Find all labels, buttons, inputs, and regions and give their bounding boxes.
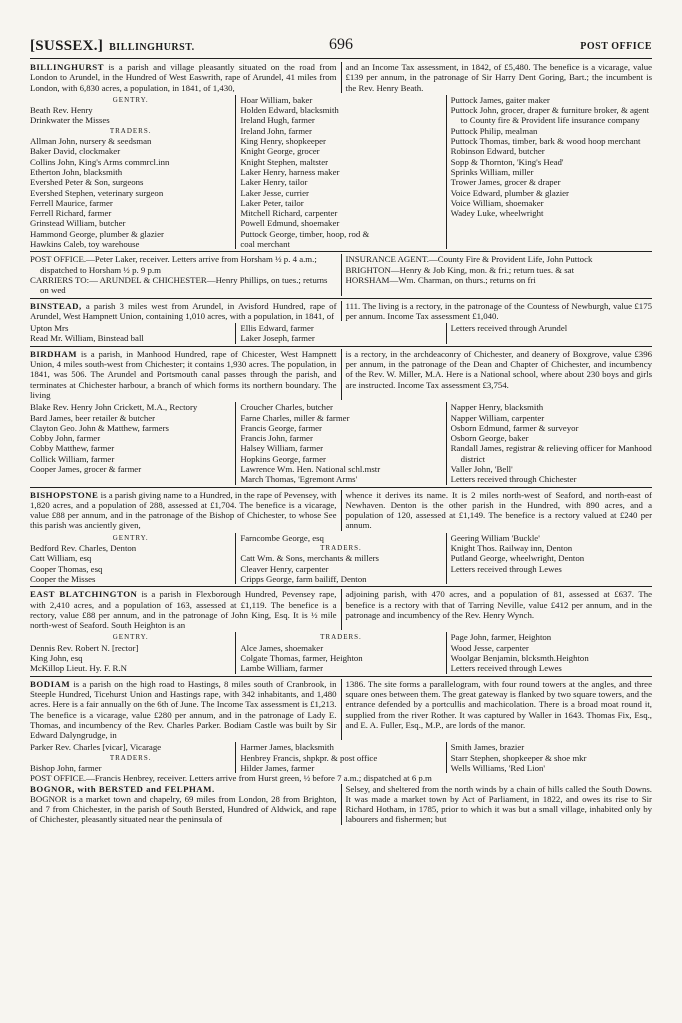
directory-entry: Powell Edmund, shoemaker bbox=[240, 218, 340, 229]
directory-entry: Holden Edward, blacksmith bbox=[240, 105, 339, 116]
directory-entry: Voice William, shoemaker bbox=[450, 197, 544, 208]
directory-entry: Puttock John, grocer, draper & furniture broker, & agent to County fire & Provident life insurance company bbox=[450, 105, 650, 126]
bodiam-listing bbox=[30, 742, 652, 773]
billinghurst-intro bbox=[30, 62, 652, 93]
directory-entry: Clayton Geo. John & Matthew, farmers bbox=[30, 422, 169, 433]
directory-entry: Ireland Hugh, farmer bbox=[240, 115, 315, 126]
east-blatchington-listing bbox=[30, 632, 652, 673]
billinghurst-brighton: BRIGHTON—Henry & Job King, mon. & fri.; return tues. & sat bbox=[345, 264, 575, 275]
directory-entry: Laker Peter, tailor bbox=[240, 197, 304, 208]
east-blatchington-intro: EAST BLATCHINGTON is a parish in Flexborough Hundred, Pevensey rape, with 2,410 acres, and a population of 163, assessed at £1,119. The benefice is a rectory, value £88 per annum, and in the patronage of John King, Esq. It is ½ mile north-west of Seaford. South Heighton is an adjoining parish, with 470 acres, and a population of 81, assessed at £637. The benefice is a rectory with that of Tarring Neville, value £412 per annum, and in the patronage and incumbency of the Rev. Henry Wynch. bbox=[30, 589, 652, 631]
directory-entry: Bard James, beer retailer & butcher bbox=[30, 412, 156, 423]
directory-entry: Osborn Edmund, farmer & surveyor bbox=[450, 422, 579, 433]
directory-entry: Puttock George, timber, hoop, rod & bbox=[240, 228, 370, 239]
directory-entry: Catt Wm. & Sons, merchants & millers bbox=[240, 553, 379, 564]
directory-entry: King John, esq bbox=[30, 653, 83, 664]
directory-entry: Evershed Peter & Son, surgeons bbox=[30, 177, 144, 188]
billinghurst-col1 bbox=[30, 95, 231, 249]
directory-entry: Cleaver Henry, carpenter bbox=[240, 563, 329, 574]
directory-entry: Hopkins George, farmer bbox=[240, 453, 326, 464]
directory-entry: Ferrell Richard, farmer bbox=[30, 208, 112, 219]
section-subheading: GENTRY. bbox=[112, 633, 149, 642]
directory-entry: Farncombe George, esq bbox=[240, 532, 324, 543]
directory-entry: Robinson Edward, butcher bbox=[450, 146, 545, 157]
directory-entry: Cooper Thomas, esq bbox=[30, 563, 103, 574]
billinghurst-heading: BILLINGHURST bbox=[30, 62, 104, 72]
directory-entry: Evershed Stephen, veterinary surgeon bbox=[30, 187, 164, 198]
billinghurst-col2 bbox=[235, 95, 441, 249]
directory-entry: Starr Stephen, shopkeeper & shoe mkr bbox=[450, 752, 587, 763]
directory-entry: Hoar William, baker bbox=[240, 94, 313, 105]
bodiam-intro: BODIAM is a parish on the high road to Hastings, 8 miles south of Cranbrook, in Steeple Hundred, Ticehurst Union and Hastings rape, with 342 inhabitants, and 1,480 acres. Here is a fair annually on the 6th of June. The Income Tax assessment is £1,213. The benefice is a vicarage, value £280 per annum, and in the patronage of Lady E. Thomas, and incumbency of the Rev. Charles Parker. Bodiam Castle was built by Sir Edward Dalyngrudge, in 1386. The site forms a parallelogram, with four round towers at the angles, and three square ones between them. The great gateway is flanked by two square towers, and the entrance defended by a portcullis and machicolation. There is a broad moat round it, supplied from the river Rother. It was captured by Waller in 1643. Thomas Fix, Esq., and E. A. Fuller, Esq., M.P., are lords of the manor. bbox=[30, 678, 652, 741]
directory-entry: Cooper the Misses bbox=[30, 573, 96, 584]
directory-entry: Randall James, registrar & relieving officer for Manhood district bbox=[450, 443, 652, 464]
billinghurst-insurance: INSURANCE AGENT.—County Fire & Provident Life, John Puttock bbox=[345, 254, 593, 265]
billinghurst-text-a: is a parish and village pleasantly situated on the road from London to Arundel, in the Hundred of West Easwrith, rape of Arundel, 41 miles from London, with 6,830 acres, a population, in 1841, of 1,430, bbox=[30, 62, 337, 93]
directory-entry: Puttock Philip, mealman bbox=[450, 125, 538, 136]
directory-entry: Knight Stephen, maltster bbox=[240, 156, 329, 167]
directory-entry: Napper William, carpenter bbox=[450, 412, 545, 423]
directory-entry: Beath Rev. Henry bbox=[30, 105, 93, 116]
directory-entry: Collick William, farmer bbox=[30, 453, 115, 464]
directory-entry: Wells Williams, 'Red Lion' bbox=[450, 763, 545, 773]
directory-entry: Putland George, wheelwright, Denton bbox=[450, 553, 585, 564]
birdham-intro: BIRDHAM is a parish, in Manhood Hundred, rape of Chicester, West Hampnett Union, 4 miles south-west from Chichester; it contains 1,930 acres. The population, in 1841, was 506. The Arundel and Portsmouth canal passes through the parish, and terminates at Chichester harbour, a branch of which forms its northern boundary. The living is a rectory, in the archdeaconry of Chichester, and deanery of Boxgrove, value £396 per annum, in the patronage of the Dean and Chapter of Chichester, and incumbency of the Rev. W. Miller, M.A. Here is a National school, where about 230 boys and girls are instructed. Income Tax assessment £3,754. bbox=[30, 348, 652, 400]
directory-entry: Grinstead William, butcher bbox=[30, 218, 126, 229]
birdham-heading: BIRDHAM bbox=[30, 348, 77, 359]
directory-entry: Smith James, brazier bbox=[450, 742, 525, 753]
directory-entry: Mitchell Richard, carpenter bbox=[240, 208, 338, 219]
directory-entry: Hilder James, farmer bbox=[240, 763, 315, 773]
section-subheading: GENTRY. bbox=[112, 533, 149, 542]
directory-entry: Hawkins Caleb, toy warehouse bbox=[30, 239, 140, 250]
directory-entry: Sprinks William, miller bbox=[450, 166, 534, 177]
directory-entry: coal merchant bbox=[240, 239, 290, 250]
directory-entry: Napper Henry, blacksmith bbox=[450, 402, 544, 413]
directory-entry: Laker Henry, harness maker bbox=[240, 166, 340, 177]
section-subheading: TRADERS. bbox=[109, 126, 152, 135]
page-header bbox=[30, 38, 652, 59]
directory-entry: Allman John, nursery & seedsman bbox=[30, 136, 152, 147]
directory-entry: Croucher Charles, butcher bbox=[240, 402, 333, 413]
section-subheading: TRADERS. bbox=[320, 544, 362, 553]
directory-entry: Read Mr. William, Binstead ball bbox=[30, 333, 144, 344]
directory-entry: Page John, farmer, Heighton bbox=[450, 632, 552, 643]
directory-entry: Laker Henry, tailor bbox=[240, 177, 308, 188]
directory-entry: Laker Joseph, farmer bbox=[240, 333, 315, 344]
directory-entry: Upton Mrs bbox=[30, 323, 69, 334]
directory-entry: Sopp & Thornton, 'King's Head' bbox=[450, 156, 564, 167]
directory-entry: Voice Edward, plumber & glazier bbox=[450, 187, 569, 198]
section-subheading: TRADERS. bbox=[109, 753, 152, 762]
directory-entry: Blake Rev. Henry John Crickett, M.A., Rectory bbox=[30, 402, 198, 413]
billinghurst-notes bbox=[30, 254, 652, 295]
directory-entry: Alce James, shoemaker bbox=[240, 642, 324, 653]
section-subheading: GENTRY. bbox=[112, 95, 149, 104]
directory-entry: Lawrence Wm. Hen. National schl.mstr bbox=[240, 463, 381, 474]
directory-entry: Woolgar Benjamin, blcksmth.Heighton bbox=[450, 653, 589, 664]
directory-entry: Knight Thos. Railway inn, Denton bbox=[450, 543, 573, 554]
binstead-listing bbox=[30, 323, 652, 344]
directory-entry: Baker David, clockmaker bbox=[30, 146, 121, 157]
billinghurst-listing bbox=[30, 95, 652, 249]
bishopstone-heading: BISHOPSTONE bbox=[30, 489, 99, 500]
directory-entry: Cobby John, farmer bbox=[30, 433, 101, 444]
section-subheading: TRADERS. bbox=[320, 633, 362, 642]
running-head: BILLINGHURST. bbox=[109, 42, 195, 53]
directory-entry: Harmer James, blacksmith bbox=[240, 742, 334, 753]
directory-entry: Halsey William, farmer bbox=[240, 443, 324, 454]
directory-title: POST OFFICE bbox=[580, 41, 652, 52]
directory-entry: Letters received through Chichester bbox=[450, 474, 577, 485]
directory-entry: Francis John, farmer bbox=[240, 433, 313, 444]
birdham-listing bbox=[30, 402, 652, 484]
directory-entry: Osborn George, baker bbox=[450, 433, 529, 444]
directory-entry: Farne Charles, miller & farmer bbox=[240, 412, 350, 423]
directory-entry: Ferrell Maurice, farmer bbox=[30, 197, 113, 208]
billinghurst-text-b: and an Income Tax assessment, in 1842, of £5,480. The benefice is a vicarage, value £139 per annum, in the patronage of Sir Harry Dent Goring, Bart.; the incumbent is the Rev. Henry Beath. bbox=[341, 62, 653, 93]
east-blatchington-heading: EAST BLATCHINGTON bbox=[30, 589, 138, 600]
directory-entry: Puttock Thomas, timber, bark & wood hoop merchant bbox=[450, 136, 641, 147]
directory-entry: Lambe William, farmer bbox=[240, 663, 324, 674]
directory-entry: Letters received through Lewes bbox=[450, 663, 562, 674]
directory-entry: Collins John, King's Arms commrcl.inn bbox=[30, 156, 170, 167]
directory-entry: Henbrey Francis, shpkpr. & post office bbox=[240, 752, 378, 763]
bognor-heading: BOGNOR, with BERSTED and FELPHAM. bbox=[30, 783, 215, 794]
bognor-intro: BOGNOR, with BERSTED and FELPHAM. BOGNOR is a market town and chapelry, 69 miles from London, 28 from Brighton, and 7 from Chichester, in the parish of South Bersted, Hundred of Aldwick, and rape of Chichester, pleasantly situated near the peninsula of Selsey, and sheltered from the north winds by a chain of hills called the South Downs. It was made a market town by Act of Parliament, in 1822, and owes its rise to Sir Richard Hotham, in 1785, prior to which it was but a small village, inhabited only by labourers and fishermen; but bbox=[30, 783, 652, 825]
binstead-heading: BINSTEAD, bbox=[30, 300, 82, 311]
directory-entry: Hammond George, plumber & glazier bbox=[30, 228, 164, 239]
county-label: [SUSSEX.] bbox=[30, 38, 104, 54]
page-number: 696 bbox=[329, 36, 353, 53]
directory-entry: Bishop John, farmer bbox=[30, 763, 102, 773]
directory-entry: March Thomas, 'Egremont Arms' bbox=[240, 474, 358, 485]
directory-entry: Knight George, grocer bbox=[240, 146, 320, 157]
directory-entry: Etherton John, blacksmith bbox=[30, 166, 123, 177]
directory-entry: Bedford Rev. Charles, Denton bbox=[30, 543, 137, 554]
directory-entry: Ellis Edward, farmer bbox=[240, 323, 314, 334]
directory-entry: Dennis Rev. Robert N. [rector] bbox=[30, 642, 139, 653]
billinghurst-carriers: CARRIERS TO:— ARUNDEL & CHICHESTER—Henry Phillips, on tues.; returns on wed bbox=[30, 274, 328, 296]
directory-entry: Colgate Thomas, farmer, Heighton bbox=[240, 653, 363, 664]
billinghurst-horsham: HORSHAM—Wm. Charman, on thurs.; returns on fri bbox=[345, 274, 536, 285]
directory-entry: Trower James, grocer & draper bbox=[450, 177, 561, 188]
directory-entry: Ireland John, farmer bbox=[240, 125, 312, 136]
billinghurst-col3 bbox=[446, 95, 652, 249]
directory-entry: Francis George, farmer bbox=[240, 422, 322, 433]
directory-entry: Wood Jesse, carpenter bbox=[450, 642, 529, 653]
bodiam-heading: BODIAM bbox=[30, 678, 71, 689]
directory-entry: McKillop Lieut. Hy. F. R.N bbox=[30, 663, 127, 674]
directory-entry: Wadey Luke, wheelwright bbox=[450, 208, 544, 219]
directory-entry: Cooper James, grocer & farmer bbox=[30, 463, 142, 474]
directory-page bbox=[30, 38, 652, 825]
directory-entry: Laker Jesse, currier bbox=[240, 187, 309, 198]
directory-entry: Cobby Matthew, farmer bbox=[30, 443, 115, 454]
bishopstone-listing bbox=[30, 533, 652, 584]
directory-entry: Drinkwater the Misses bbox=[30, 115, 110, 126]
bishopstone-intro: BISHOPSTONE is a parish giving name to a Hundred, in the rape of Pevensey, with 1,820 acres, and a population of 288, assessed at £1,704. The benefice is a vicarage, value £88 per annum, and in the patronage of the Bishop of Chichester, to whose See this parish was anciently given, whence it derives its name. It is 2 miles north-west of Seaford, and north-east of Newhaven. Denton is the other parish in the Hundred, with 890 acres, and a population of 120, assessed at £1,149. The benefice is a rectory valued at £240 per annum. bbox=[30, 489, 652, 531]
directory-entry: Letters received through Arundel bbox=[450, 323, 568, 334]
bodiam-post-office: POST OFFICE.—Francis Henbrey, receiver. Letters arrive from Hurst green, ½ before 7 a.m.; dispatched at 6 p.m bbox=[30, 773, 432, 784]
directory-entry: Valler John, 'Bell' bbox=[450, 463, 513, 474]
directory-entry: Catt William, esq bbox=[30, 553, 92, 564]
directory-entry: Letters received through Lewes bbox=[450, 563, 562, 574]
directory-entry: Puttock James, gaiter maker bbox=[450, 94, 550, 105]
billinghurst-post-office: POST OFFICE.—Peter Laker, receiver. Letters arrive from Horsham ½ p. 4 a.m.; dispatched to Horsham ½ p. 9 p.m bbox=[30, 254, 317, 275]
directory-entry: Cripps George, farm bailiff, Denton bbox=[240, 573, 367, 584]
binstead-intro: BINSTEAD, a parish 3 miles west from Arundel, in Avisford Hundred, rape of Arundel, West Hampnett Union, containing 1,010 acres, with a population, in 1841, of 111. The living is a rectory, in the patronage of the Countess of Newburgh, value £175 per annum. Income Tax assessment £1,040. bbox=[30, 300, 652, 321]
directory-entry: King Henry, shopkeeper bbox=[240, 136, 326, 147]
directory-entry: Parker Rev. Charles [vicar], Vicarage bbox=[30, 742, 162, 753]
directory-entry: Geering William 'Buckle' bbox=[450, 532, 540, 543]
